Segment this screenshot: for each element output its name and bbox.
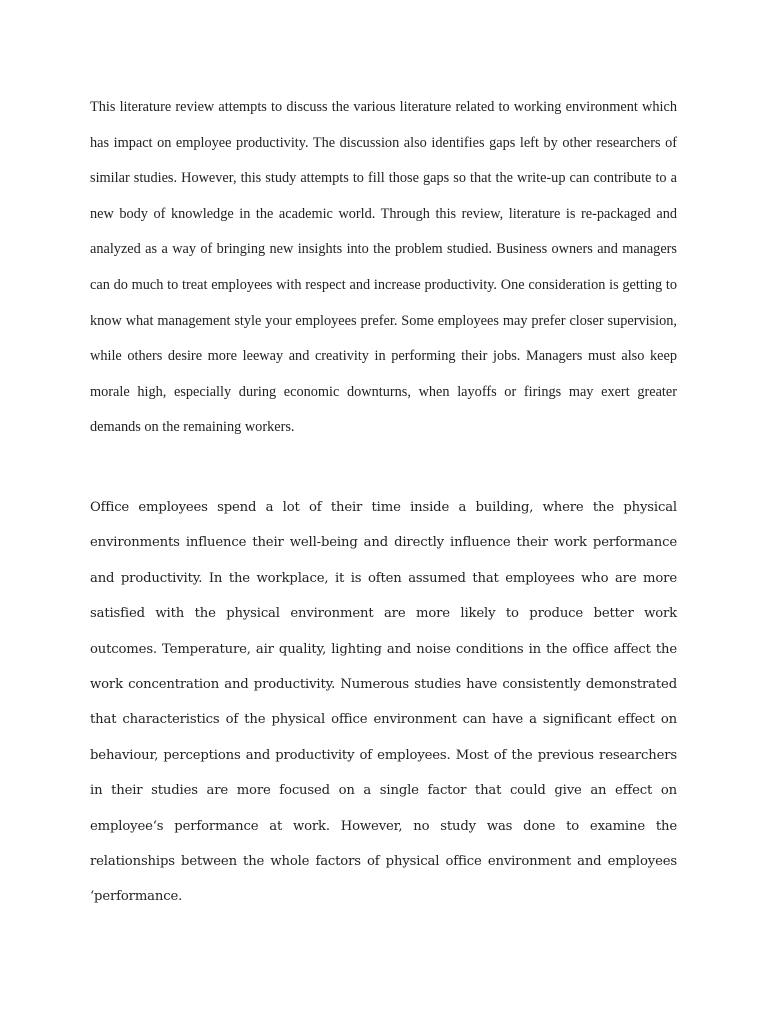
paragraph-literature-review: This literature review attempts to discuss the various literature related to working environment which has impact on employee productivity. The discussion also identifies gaps left by other researchers of similar studies. However, this study attempts to fill those gaps so that the write-up can contribute to a new body of knowledge in the academic world. Through this review, literature is re-packaged and analyzed as a way of bringing new insights into the problem studied. Business owners and managers can do much to treat employees with respect and increase productivity. One consideration is getting to know what management style your employees prefer. Some employees may prefer closer supervision, while others desire more leeway and creativity in performing their jobs. Managers must also keep morale high, especially during economic downturns, when layoffs or firings may exert greater demands on the remaining workers.	[90, 99, 677, 436]
paragraph-office-environment: Office employees spend a lot of their time inside a building, where the physical environments influence their well-being and directly influence their work performance and productivity. In the workplace, it is often assumed that employees who are more satisfied with the physical environment are more likely to produce better work outcomes. Temperature, air quality, lighting and noise conditions in the office affect the work concentration and productivity. Numerous studies have consistently demonstrated that characteristics of the physical office environment can have a significant effect on behaviour, perceptions and productivity of employees. Most of the previous researchers in their studies are more focused on a single factor that could give an effect on employee‘s performance at work. However, no study was done to examine the relationships between the whole factors of physical office environment and employees ‘performance.	[90, 500, 677, 905]
